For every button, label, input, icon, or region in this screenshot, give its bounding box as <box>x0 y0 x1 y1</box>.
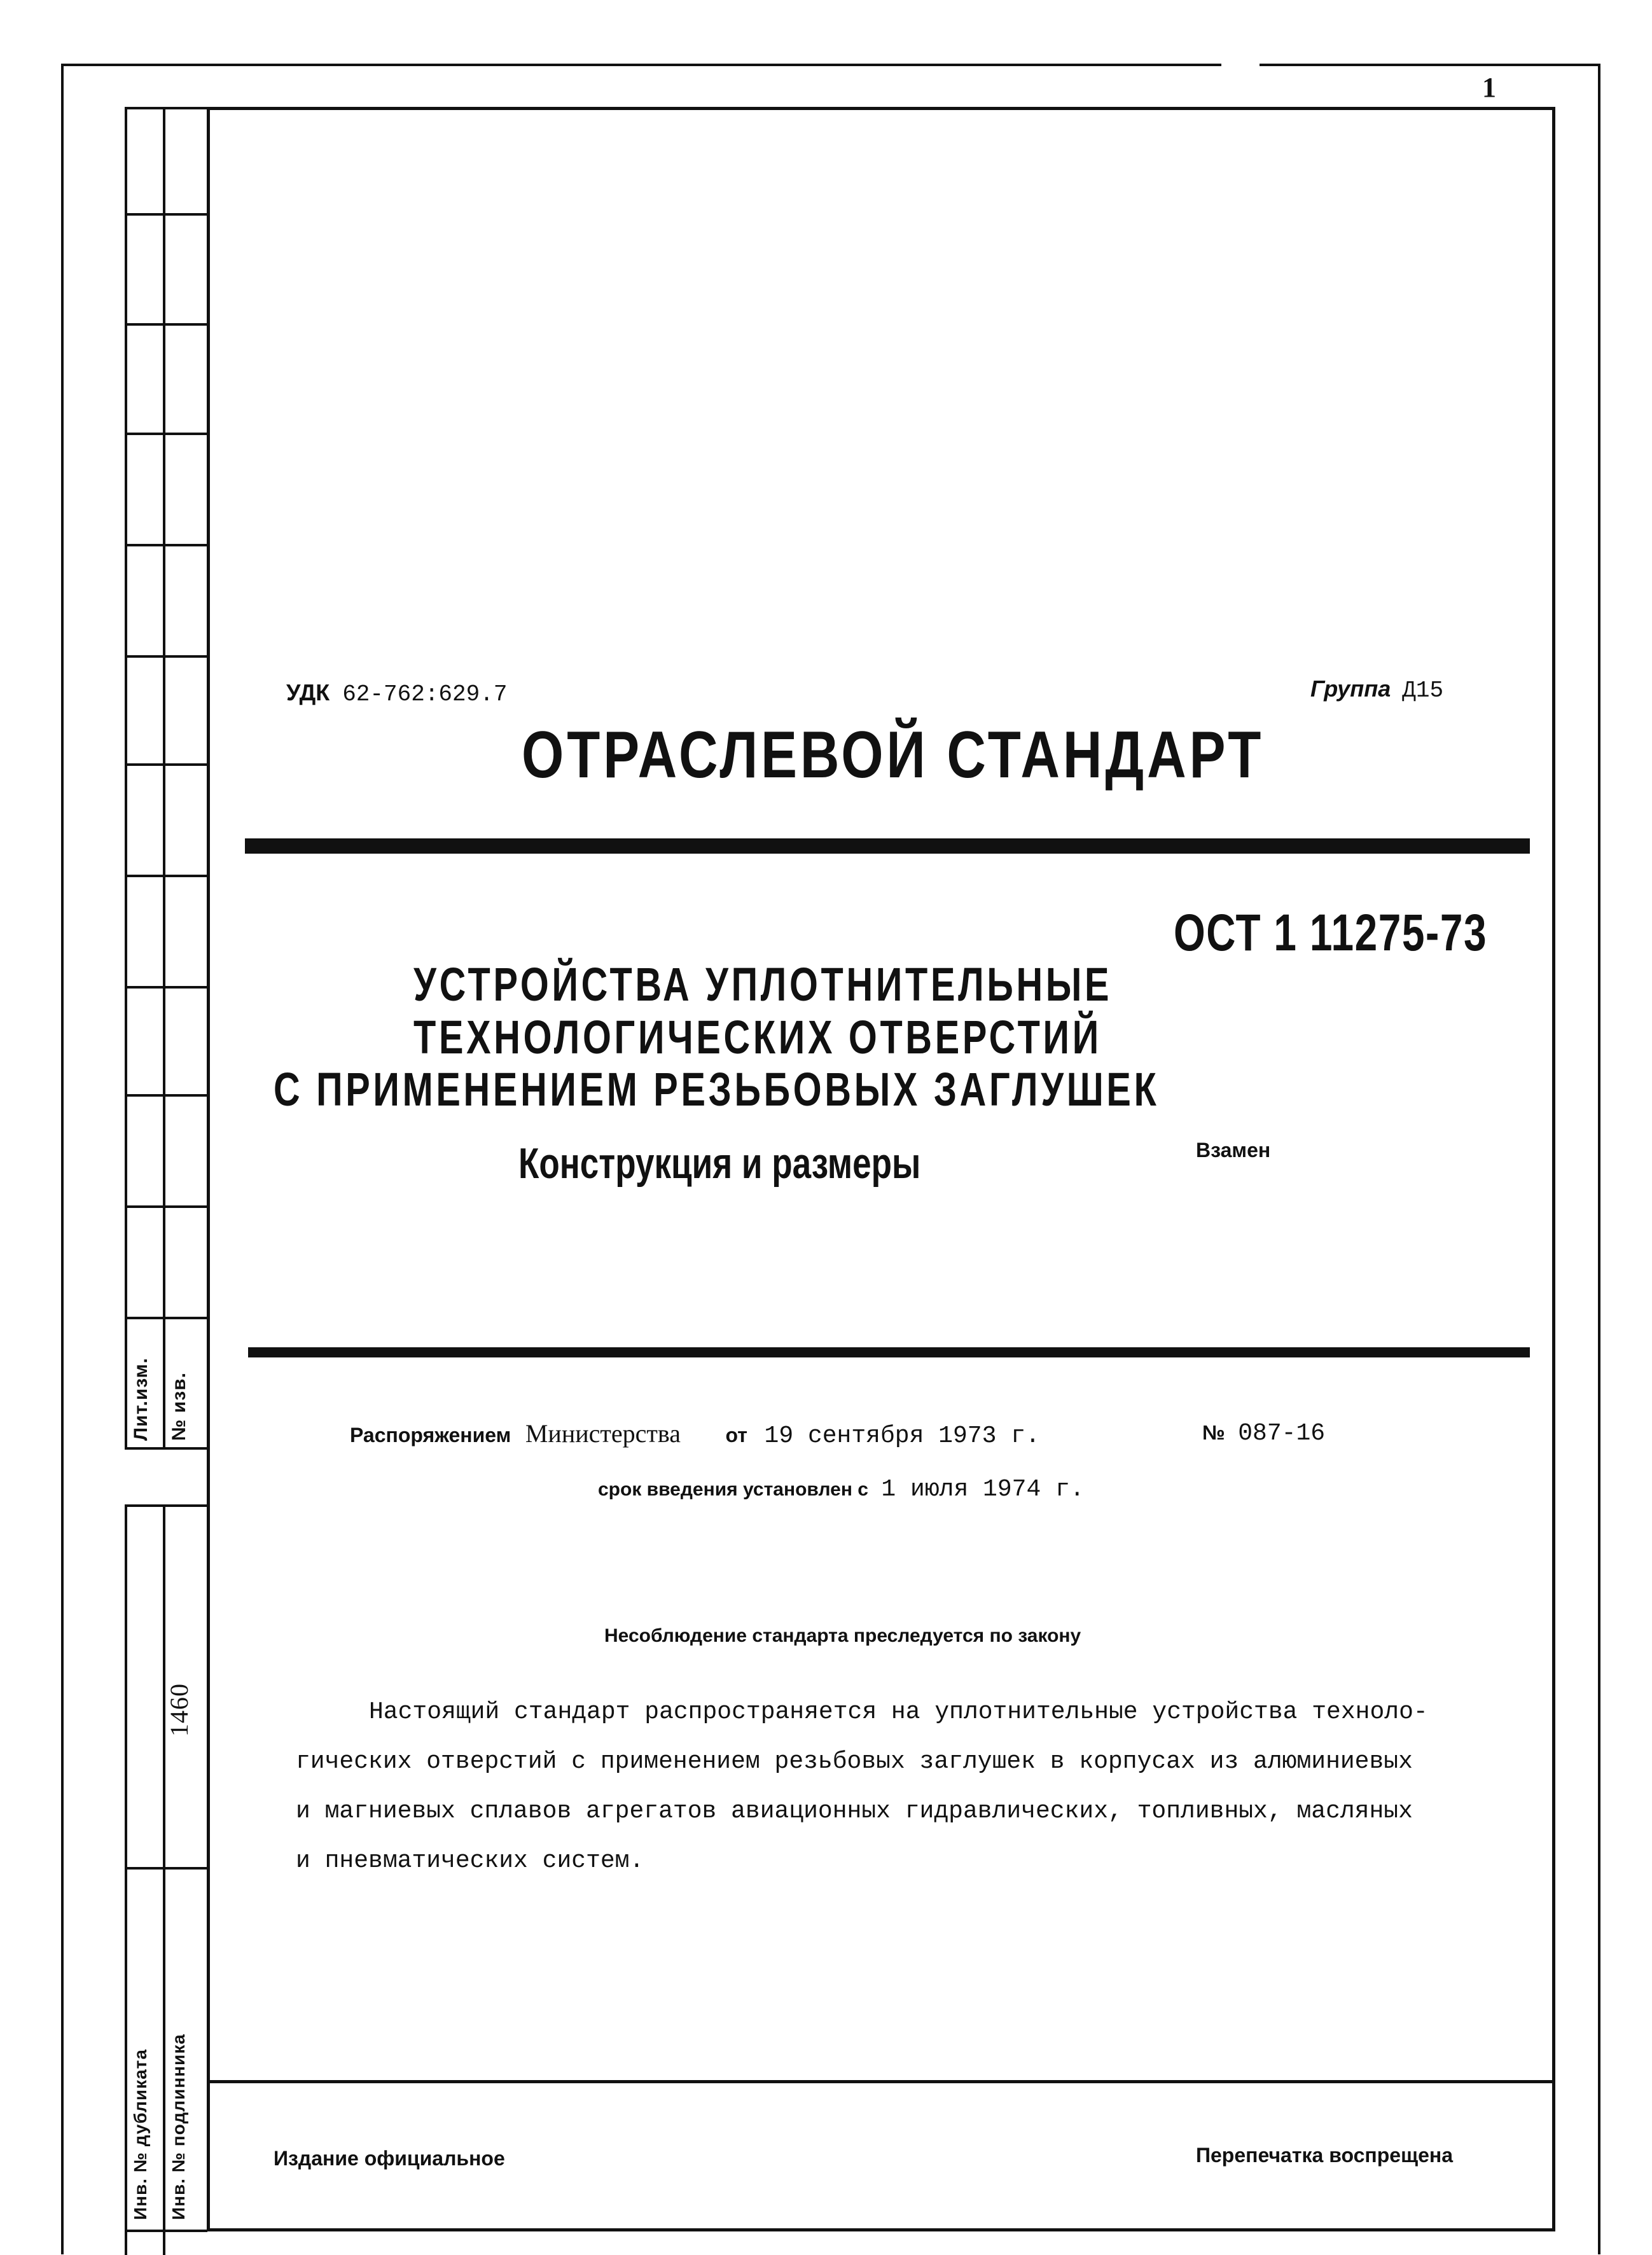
order-number: 087-16 <box>1238 1420 1326 1447</box>
order-number-label: № <box>1202 1421 1225 1444</box>
stamp-inventory-number: 1460 <box>165 1683 193 1737</box>
body-line-4: и пневматических систем. <box>296 1847 644 1875</box>
stamp-row-line <box>125 213 207 216</box>
footer-divider <box>207 2080 1555 2083</box>
order-date: 19 сентября 1973 г. <box>764 1422 1040 1450</box>
doc-title-line-2: ТЕХНОЛОГИЧЕСКИХ ОТВЕРСТИЙ <box>413 1011 1102 1064</box>
stamp-column-line-1 <box>125 107 127 1449</box>
group-value: Д15 <box>1402 677 1444 704</box>
header-title: ОТРАСЛЕВОЙ СТАНДАРТ <box>522 718 1265 792</box>
stamp-row-line <box>125 1447 207 1450</box>
page-number: 1 <box>1482 72 1496 103</box>
order-authority: Министерства <box>525 1419 681 1448</box>
footer-reprint-prohibited: Перепечатка воспрещена <box>1196 2144 1453 2167</box>
stamp-lit-izm-label: Лит.изм. <box>130 1357 151 1441</box>
stamp-column-line-2 <box>163 107 165 1449</box>
body-line-1: Настоящий стандарт распространяется на уплотнительные устройства техноло- <box>369 1698 1428 1726</box>
group-label: Группа <box>1310 676 1391 702</box>
header-rule <box>245 838 1530 854</box>
stamp-row-line <box>125 2230 207 2232</box>
stamp-row-line <box>125 107 207 109</box>
stamp-row-line <box>125 875 207 877</box>
standard-code: ОСТ 1 11275-73 <box>1174 904 1488 962</box>
udk-value: 62-762:629.7 <box>342 681 508 707</box>
order-line <box>350 1419 1040 1450</box>
doc-title-line-3: С ПРИМЕНЕНИЕМ РЕЗЬБОВЫХ ЗАГЛУШЕК <box>274 1063 1160 1116</box>
stamp-row-line <box>125 1317 207 1319</box>
udk-label: УДК <box>286 679 330 705</box>
stamp-row-line <box>125 433 207 435</box>
stamp-row-line <box>125 655 207 658</box>
stamp-row-line <box>125 986 207 989</box>
law-notice: Несоблюдение стандарта преследуется по закону <box>604 1625 1081 1646</box>
top-border-gap <box>1221 62 1260 67</box>
stamp-row-line <box>125 544 207 546</box>
body-line-3: и магниевых сплавов агрегатов авиационных гидравлических, топливных, масляных <box>296 1798 1413 1825</box>
order-label: Распоряжением <box>350 1424 511 1447</box>
effective-line <box>598 1476 1085 1503</box>
udk-line <box>286 679 507 707</box>
effective-label: срок введения установлен с <box>598 1479 868 1500</box>
stamp-row-line <box>125 1205 207 1208</box>
stamp-row-line <box>125 763 207 766</box>
replaces-label: Взамен <box>1196 1139 1271 1162</box>
order-from-label: от <box>725 1424 747 1447</box>
body-line-2: гических отверстий с применением резьбовых заглушек в корпусах из алюминиевых <box>296 1748 1413 1775</box>
effective-date: 1 июля 1974 г. <box>881 1476 1085 1503</box>
stamp-row-line <box>125 1094 207 1097</box>
stamp-no-izv-label: № изв. <box>169 1372 190 1441</box>
doc-subtitle: Конструкция и размеры <box>518 1139 921 1188</box>
stamp-row-line <box>125 323 207 326</box>
group-line <box>1310 676 1443 704</box>
stamp-row-line <box>125 1867 207 1870</box>
order-number-line <box>1202 1419 1325 1447</box>
stamp-inv-duplicate-label: Инв. № дубликата <box>130 2049 150 2220</box>
stamp-row-line <box>125 1504 207 1507</box>
title-rule <box>248 1347 1530 1357</box>
doc-title-line-1: УСТРОЙСТВА УПЛОТНИТЕЛЬНЫЕ <box>413 958 1113 1011</box>
footer-official-edition: Издание официальное <box>274 2147 505 2170</box>
stamp-inv-original-label: Инв. № подлинника <box>169 2034 188 2220</box>
stamp-column-line-4 <box>163 1504 165 2255</box>
stamp-column-line-3 <box>125 1504 127 2255</box>
